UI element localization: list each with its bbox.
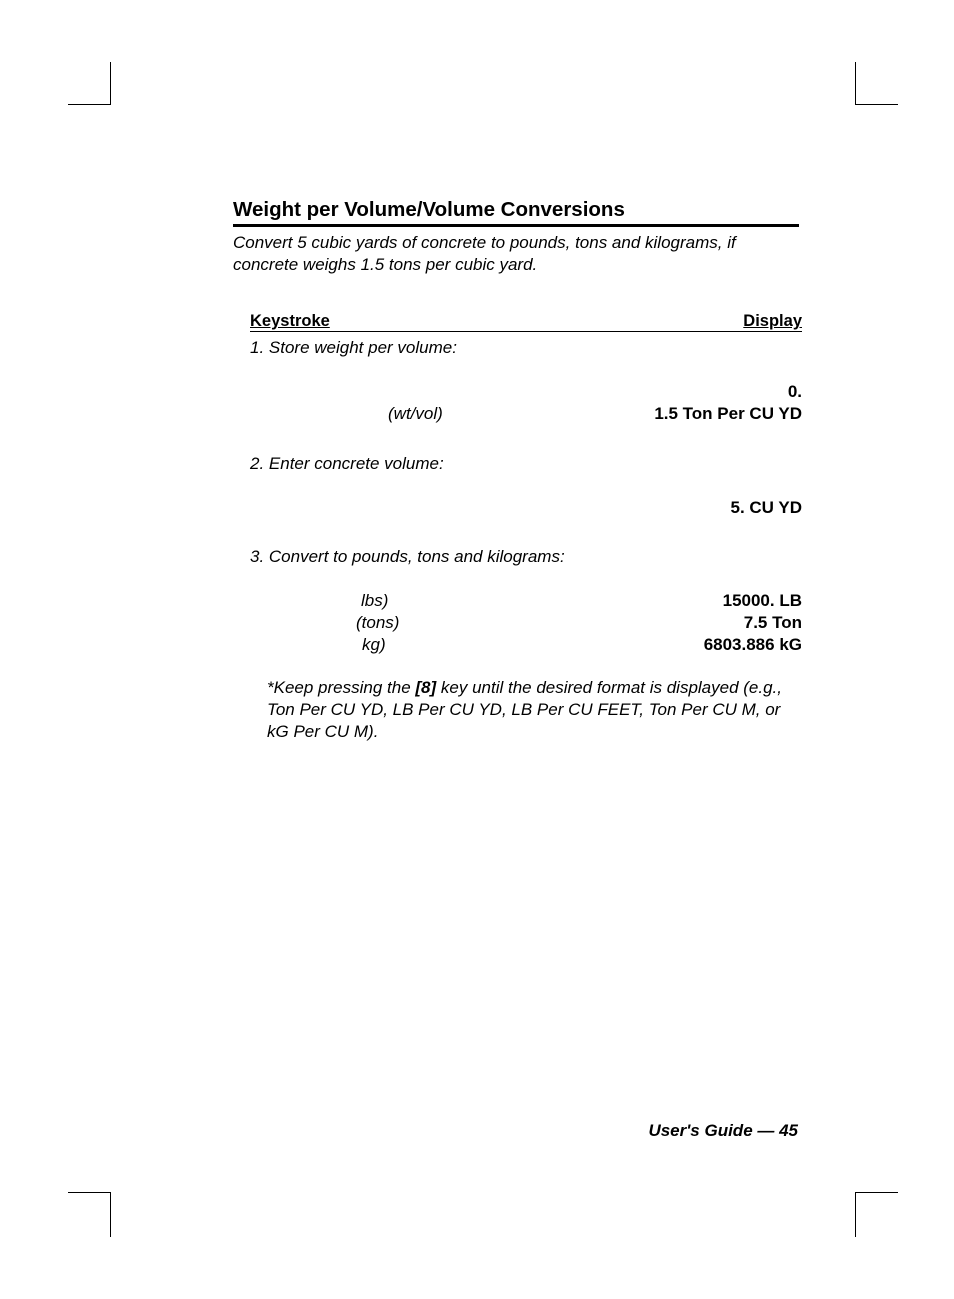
step-3-display-3: 6803.886 kG — [703, 635, 802, 654]
note-text-after-key: key until the desired format is displayed (e.g., Ton Per CU YD, LB Per CU YD, LB Per CU FEET, Ton Per CU M, or kG Per CU M). — [267, 678, 783, 741]
step-3-keystroke-2: (tons) — [356, 613, 400, 632]
step-3-label: 3. Convert to pounds, tons and kilograms: — [250, 547, 565, 566]
page-footer: User's Guide — 45 — [648, 1121, 798, 1140]
intro-paragraph: Convert 5 cubic yards of concrete to pounds, tons and kilograms, if concrete weighs 1.5 tons per cubic yard. — [233, 233, 736, 274]
step-3-display-1: 15000. LB — [722, 591, 802, 610]
crop-mark-top-right-vertical — [855, 62, 856, 105]
page-title: Weight per Volume/Volume Conversions — [233, 197, 799, 227]
crop-mark-top-left-vertical — [110, 62, 111, 105]
step-3-keystroke-1: lbs) — [361, 591, 389, 610]
note-text-before-key: *Keep pressing the — [267, 678, 416, 697]
note-key-label: [8] — [415, 678, 437, 697]
crop-mark-top-right-horizontal — [855, 104, 898, 105]
crop-mark-bottom-right-vertical — [855, 1192, 856, 1237]
display-column-header: Display — [743, 312, 802, 330]
step-1-label: 1. Store weight per volume: — [250, 338, 457, 357]
crop-mark-top-left-horizontal — [68, 104, 111, 105]
step-1-display-2: 1.5 Ton Per CU YD — [654, 404, 802, 423]
keystroke-column-header: Keystroke — [250, 312, 330, 330]
step-2-label: 2. Enter concrete volume: — [250, 454, 444, 473]
step-3-keystroke-3: kg) — [362, 635, 386, 654]
crop-mark-bottom-left-vertical — [110, 1192, 111, 1237]
step-1-keystroke-2: (wt/vol) — [388, 404, 443, 423]
table-header — [250, 311, 802, 332]
crop-mark-bottom-right-horizontal — [855, 1192, 898, 1193]
step-1-display-1: 0. — [787, 382, 802, 401]
step-2-display-1: 5. CU YD — [730, 498, 802, 517]
crop-mark-bottom-left-horizontal — [68, 1192, 111, 1193]
step-3-display-2: 7.5 Ton — [743, 613, 802, 632]
format-note — [267, 677, 797, 743]
